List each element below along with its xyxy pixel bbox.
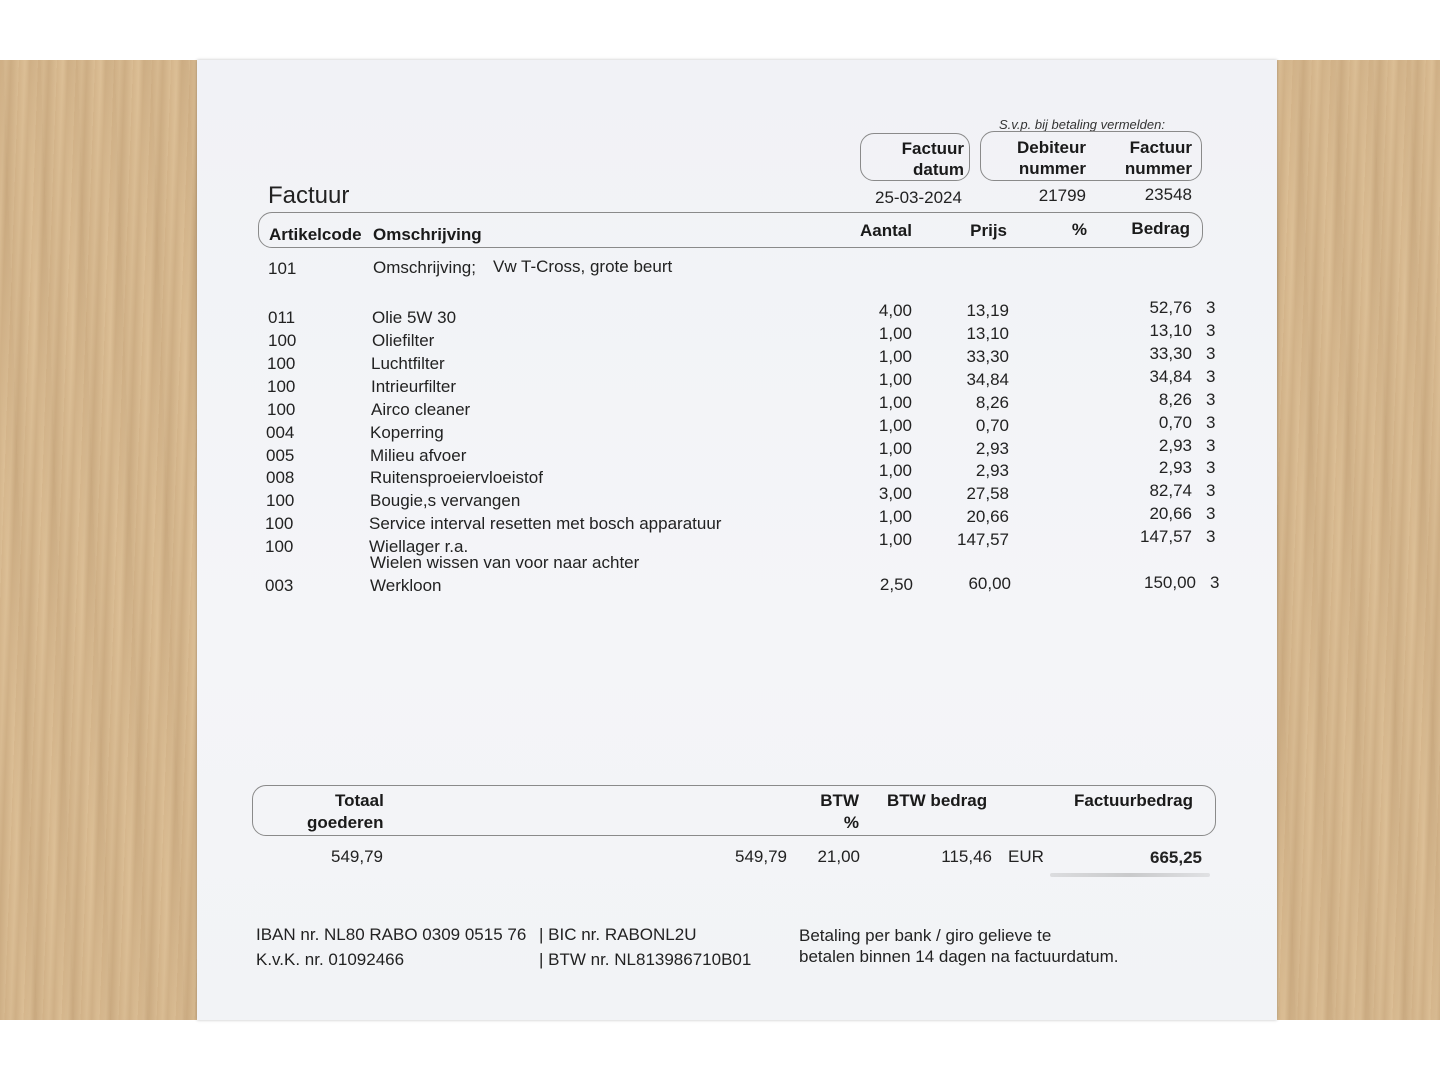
line-bedrag: 8,26	[1158, 390, 1192, 409]
labour-aantal: 2,50	[879, 575, 913, 594]
payment-reference-note: S.v.p. bij betaling vermelden:	[999, 117, 1165, 132]
factuurbedrag-value: 665,25	[1150, 848, 1202, 867]
line-bedrag: 13,10	[1149, 321, 1192, 340]
col-omschrijving: Omschrijving	[373, 225, 482, 244]
line-bedrag: 147,57	[1140, 527, 1192, 546]
line-prijs: 2,93	[975, 439, 1009, 458]
line-desc: Airco cleaner	[371, 400, 471, 419]
intro-label: Omschrijving;	[373, 258, 476, 277]
document-title: Factuur	[268, 182, 350, 209]
factuurnr-label-line1: Factuur	[1129, 138, 1192, 157]
line-code: 100	[265, 537, 294, 556]
btw-label-line1: BTW	[820, 791, 859, 810]
line-aantal: 1,00	[878, 416, 912, 435]
labour-prijs: 60,00	[968, 574, 1011, 593]
line-aantal: 1,00	[878, 507, 912, 526]
line-code: 100	[266, 491, 295, 510]
line-prijs: 147,57	[957, 530, 1009, 549]
line-code: 004	[266, 423, 295, 442]
factuurnr-label-line2: nummer	[1124, 159, 1192, 178]
line-bedrag: 20,66	[1149, 504, 1192, 523]
line-code: 100	[267, 354, 296, 373]
totaal-goederen-value: 549,79	[331, 847, 383, 866]
line-code: 005	[266, 446, 295, 465]
line-btw-code: 3	[1206, 321, 1216, 340]
line-desc: Koperring	[370, 423, 444, 442]
line-aantal: 4,00	[878, 301, 912, 320]
labour-bedrag: 150,00	[1144, 573, 1196, 592]
line-code: 008	[266, 468, 295, 487]
col-percent: %	[1071, 220, 1087, 239]
line-bedrag: 34,84	[1149, 367, 1192, 386]
line-btw-code: 3	[1206, 481, 1216, 500]
intro-text: Vw T-Cross, grote beurt	[493, 257, 673, 276]
line-bedrag: 2,93	[1158, 458, 1192, 477]
factuurbedrag-label: Factuurbedrag	[1074, 791, 1194, 810]
debiteur-label-line2: nummer	[1018, 159, 1086, 178]
total-underline	[1050, 873, 1210, 877]
labour-code: 003	[265, 576, 294, 595]
line-btw-code: 3	[1206, 527, 1216, 546]
line-btw-code: 3	[1206, 436, 1216, 455]
currency-label: EUR	[1008, 847, 1044, 866]
line-btw-code: 3	[1206, 458, 1216, 477]
totaal-label-line1: Totaal	[335, 791, 384, 810]
factuur-datum-label-line2: datum	[913, 160, 964, 179]
debiteur-nummer-value: 21799	[1038, 186, 1086, 205]
line-btw-code: 3	[1206, 367, 1216, 386]
line-desc: Intrieurfilter	[371, 377, 457, 396]
line-aantal: 1,00	[878, 530, 912, 549]
line-prijs: 20,66	[966, 507, 1009, 526]
line-btw-code: 3	[1206, 298, 1216, 317]
line-prijs: 34,84	[966, 370, 1009, 389]
line-aantal: 1,00	[878, 461, 912, 480]
debiteur-nummer-label	[985, 137, 1086, 179]
btw-percent-value: 21,00	[817, 847, 860, 866]
line-prijs: 13,19	[966, 301, 1009, 320]
line-prijs: 2,93	[975, 461, 1009, 480]
col-bedrag: Bedrag	[1131, 219, 1190, 238]
line-code: 100	[267, 377, 296, 396]
line-aantal: 1,00	[878, 393, 912, 412]
line-desc: Luchtfilter	[371, 354, 445, 373]
payment-terms-line2: betalen binnen 14 dagen na factuurdatum.	[799, 947, 1119, 966]
intro-code: 101	[268, 259, 297, 278]
labour-desc: Werkloon	[370, 576, 442, 595]
line-aantal: 1,00	[878, 439, 912, 458]
line-desc: Ruitensproeiervloeistof	[370, 468, 543, 487]
line-btw-code: 3	[1206, 390, 1216, 409]
line-desc: Service interval resetten met bosch apparatuur	[369, 514, 722, 533]
debiteur-label-line1: Debiteur	[1017, 138, 1086, 157]
btw-bedrag-value: 115,46	[941, 847, 992, 866]
line-desc: Milieu afvoer	[370, 446, 467, 465]
btw-label-line2: %	[843, 813, 859, 832]
line-prijs: 27,58	[966, 484, 1009, 503]
col-prijs: Prijs	[970, 221, 1007, 240]
iban-text: IBAN nr. NL80 RABO 0309 0515 76	[256, 925, 527, 944]
col-aantal: Aantal	[860, 221, 912, 240]
line-code: 011	[268, 308, 296, 327]
line-prijs: 8,26	[975, 393, 1009, 412]
factuur-nummer-label	[1095, 137, 1192, 179]
line-bedrag: 33,30	[1149, 344, 1192, 363]
line-code: 100	[265, 514, 294, 533]
factuur-nummer-value: 23548	[1144, 185, 1192, 204]
line-aantal: 3,00	[878, 484, 912, 503]
line-bedrag: 2,93	[1158, 436, 1192, 455]
payment-terms-line1: Betaling per bank / giro gelieve te	[799, 926, 1052, 945]
line-desc: Bougie,s vervangen	[370, 491, 521, 510]
totaal-goederen-label	[290, 790, 386, 834]
factuur-datum-label-line1: Factuur	[901, 139, 964, 158]
line-code: 100	[268, 331, 297, 350]
factuur-datum-value: 25-03-2024	[875, 188, 962, 207]
line-bedrag: 52,76	[1149, 298, 1192, 317]
factuur-datum-label	[860, 138, 964, 180]
line-desc: Oliefilter	[372, 331, 435, 350]
line-bedrag: 82,74	[1149, 481, 1192, 500]
extra-description: Wielen wissen van voor naar achter	[370, 553, 640, 572]
bic-text: | BIC nr. RABONL2U	[539, 925, 697, 944]
line-prijs: 0,70	[975, 416, 1009, 435]
line-aantal: 1,00	[878, 370, 912, 389]
line-bedrag: 0,70	[1158, 413, 1192, 432]
totaal-label-line2: goederen	[307, 813, 384, 832]
labour-btw-code: 3	[1210, 573, 1220, 592]
line-prijs: 13,10	[966, 324, 1009, 343]
col-artikelcode: Artikelcode	[269, 225, 362, 244]
btw-percent-label	[810, 790, 859, 834]
line-btw-code: 3	[1206, 413, 1216, 432]
line-desc: Wiellager r.a.	[369, 537, 469, 556]
totals-header-bar	[252, 785, 1216, 836]
btw-basis-value: 549,79	[735, 847, 787, 866]
kvk-text: K.v.K. nr. 01092466	[256, 950, 405, 969]
line-btw-code: 3	[1206, 504, 1216, 523]
btw-bedrag-label: BTW bedrag	[887, 791, 988, 810]
btw-nummer-text: | BTW nr. NL813986710B01	[539, 950, 752, 969]
line-desc: Olie 5W 30	[372, 308, 457, 327]
line-aantal: 1,00	[878, 324, 912, 343]
line-code: 100	[267, 400, 296, 419]
line-aantal: 1,00	[878, 347, 912, 366]
line-btw-code: 3	[1206, 344, 1216, 363]
line-prijs: 33,30	[966, 347, 1009, 366]
